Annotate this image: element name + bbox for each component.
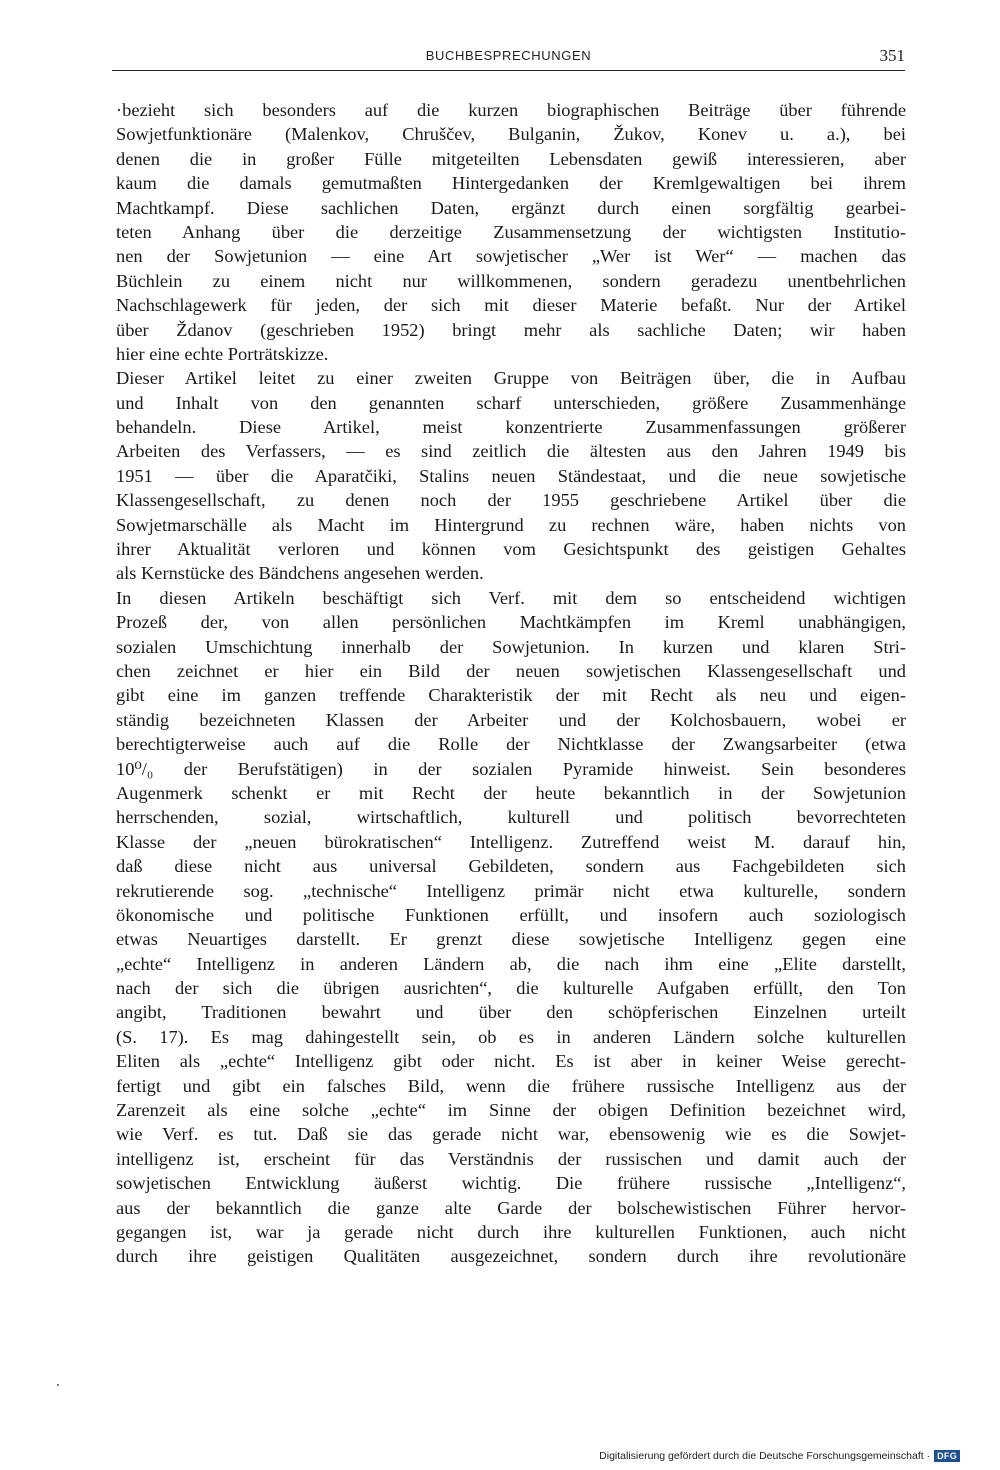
text-line: rekrutierende sog. „technische“ Intelligenz primär nicht etwa kulturelle, sondern bbox=[116, 880, 906, 901]
text-line: gegangen ist, war ja gerade nicht durch ihre kulturellen Funktionen, auch nicht bbox=[116, 1221, 906, 1242]
text-line: wie Verf. es tut. Daß sie das gerade nicht war, ebensowenig wie es die Sowjet- bbox=[116, 1124, 906, 1145]
text-line: herrschenden, sozial, wirtschaftlich, kulturell und politisch bevorrechteten bbox=[116, 807, 906, 828]
text-line: etwas Neuartiges darstellt. Er grenzt diese sowjetische Intelligenz gegen eine bbox=[116, 929, 906, 950]
text-line: daß diese nicht aus universal Gebildeten, sondern aus Fachgebildeten sich bbox=[116, 856, 906, 877]
text-line: hier eine echte Porträtskizze. bbox=[116, 343, 329, 364]
text-line: „echte“ Intelligenz in anderen Ländern ab, die nach ihm eine „Elite darstellt, bbox=[116, 953, 906, 974]
text-line: 10⁰/₀ der Berufstätigen) in der sozialen Pyramide hinweist. Sein besonderes bbox=[116, 758, 906, 779]
text-line: gibt eine im ganzen treffende Charakteristik der mit Recht als neu und eigen- bbox=[116, 685, 906, 706]
text-line: ständig bezeichneten Klassen der Arbeiter und der Kolchosbauern, wobei er bbox=[116, 709, 906, 730]
text-line: sozialen Umschichtung innerhalb der Sowjetunion. In kurzen und klaren Stri- bbox=[116, 636, 906, 657]
text-line: ·bezieht sich besonders auf die kurzen biographischen Beiträge über führende bbox=[116, 100, 906, 120]
credit-text: Digitalisierung gefördert durch die Deutsche Forschungsgemeinschaft · bbox=[599, 1450, 931, 1462]
text-line: Klasse der „neuen bürokratischen“ Intelligenz. Zutreffend weist M. darauf hin, bbox=[116, 831, 906, 852]
text-line: intelligenz ist, erscheint für das Verständnis der russischen und damit auch der bbox=[116, 1148, 906, 1169]
text-line: behandeln. Diese Artikel, meist konzentrierte Zusammenfassungen größerer bbox=[116, 417, 906, 438]
text-line: berechtigterweise auch auf die Rolle der Nichtklasse der Zwangsarbeiter (etwa bbox=[116, 734, 906, 755]
text-line: Augenmerk schenkt er mit Recht der heute bekanntlich in der Sowjetunion bbox=[116, 782, 906, 803]
page-number: 351 bbox=[879, 46, 905, 65]
running-head bbox=[112, 46, 905, 71]
text-line: Dieser Artikel leitet zu einer zweiten Gruppe von Beiträgen über, die in Aufbau bbox=[116, 368, 906, 389]
text-line: ihrer Aktualität verloren und können vom Gesichtspunkt des geistigen Gehaltes bbox=[116, 539, 906, 560]
text-line: angibt, Traditionen bewahrt und über den schöpferischen Einzelnen urteilt bbox=[116, 1002, 906, 1023]
body-text bbox=[116, 98, 906, 1269]
text-line: In diesen Artikeln beschäftigt sich Verf. mit dem so entscheidend wichtigen bbox=[116, 587, 906, 608]
text-line: Zarenzeit als eine solche „echte“ im Sinne der obigen Definition bezeichnet wird, bbox=[116, 1100, 906, 1121]
text-line: Büchlein zu einem nicht nur willkommenen, sondern geradezu unentbehrlichen bbox=[116, 270, 906, 291]
text-line: ökonomische und politische Funktionen erfüllt, und insofern auch soziologisch bbox=[116, 904, 906, 925]
text-line: denen die in großer Fülle mitgeteilten Lebensdaten gewiß interessieren, aber bbox=[116, 148, 906, 169]
text-line: fertigt und gibt ein falsches Bild, wenn die frühere russische Intelligenz aus der bbox=[116, 1075, 906, 1096]
text-line: als Kernstücke des Bändchens angesehen werden. bbox=[116, 563, 484, 584]
text-line: Machtkampf. Diese sachlichen Daten, ergänzt durch einen sorgfältig gearbei- bbox=[116, 197, 906, 218]
text-line: Arbeiten des Verfassers, — es sind zeitlich die ältesten aus den Jahren 1949 bis bbox=[116, 441, 906, 462]
text-line: Klassengesellschaft, zu denen noch der 1955 geschriebene Artikel über die bbox=[116, 490, 906, 511]
running-title: BUCHBESPRECHUNGEN bbox=[425, 48, 592, 63]
text-line: teten Anhang über die derzeitige Zusammensetzung der wichtigsten Institutio- bbox=[116, 221, 906, 242]
text-line: Sowjetmarschälle als Macht im Hintergrund zu rechnen wäre, haben nichts von bbox=[116, 514, 906, 535]
scan-speck bbox=[57, 1384, 59, 1386]
text-line: nach der sich die übrigen ausrichten“, die kulturelle Aufgaben erfüllt, den Ton bbox=[116, 978, 906, 999]
text-line: aus der bekanntlich die ganze alte Garde der bolschewistischen Führer hervor- bbox=[116, 1197, 906, 1218]
text-line: (S. 17). Es mag dahingestellt sein, ob es in anderen Ländern solche kulturellen bbox=[116, 1026, 906, 1047]
text-line: Nachschlagewerk für jeden, der sich mit dieser Materie befaßt. Nur der Artikel bbox=[116, 295, 906, 316]
text-line: sowjetischen Entwicklung äußerst wichtig. Die frühere russische „Intelligenz“, bbox=[116, 1173, 906, 1194]
digitization-credit bbox=[599, 1450, 960, 1462]
text-line: und Inhalt von den genannten scharf unterschieden, größere Zusammenhänge bbox=[116, 392, 906, 413]
text-line: kaum die damals gemutmaßten Hintergedanken der Kremlgewaltigen bei ihrem bbox=[116, 173, 906, 194]
dfg-logo: DFG bbox=[934, 1450, 960, 1462]
text-line: durch ihre geistigen Qualitäten ausgezeichnet, sondern durch ihre revolutionäre bbox=[116, 1246, 906, 1267]
text-line: chen zeichnet er hier ein Bild der neuen sowjetischen Klassengesellschaft und bbox=[116, 660, 906, 681]
text-line: Prozeß der, von allen persönlichen Machtkämpfen im Kreml unabhängigen, bbox=[116, 612, 906, 633]
text-line: über Ždanov (geschrieben 1952) bringt mehr als sachliche Daten; wir haben bbox=[116, 319, 906, 340]
text-line: 1951 — über die Aparatčiki, Stalins neuen Ständestaat, und die neue sowjetische bbox=[116, 465, 906, 486]
text-line: Sowjetfunktionäre (Malenkov, Chruščev, Bulganin, Žukov, Konev u. a.), bei bbox=[116, 124, 906, 145]
text-line: nen der Sowjetunion — eine Art sowjetischer „Wer ist Wer“ — machen das bbox=[116, 246, 906, 267]
text-line: Eliten als „echte“ Intelligenz gibt oder nicht. Es ist aber in keiner Weise gerecht- bbox=[116, 1051, 906, 1072]
